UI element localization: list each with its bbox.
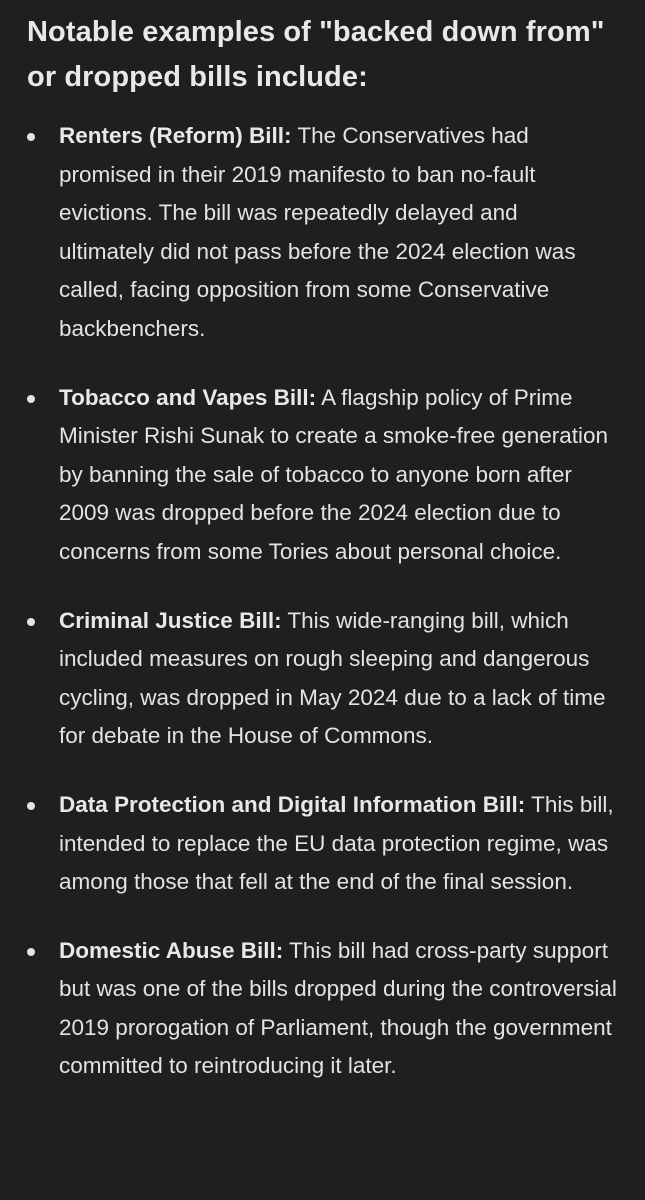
bill-description: This wide-ranging bill, which included measures on rough sleeping and dangerous cycling, was dropped in May 2024 due to a lack of time for debate in the House of Commons. (59, 607, 606, 749)
list-item (27, 786, 617, 902)
list-item (27, 932, 617, 1086)
bullet-icon (27, 395, 35, 403)
bill-description: This bill had cross-party support but was one of the bills dropped during the controversial 2019 prorogation of Parliament, though the government committed to reintroducing it later. (59, 937, 617, 1079)
list-item (27, 602, 617, 756)
bill-name: Domestic Abuse Bill: (59, 937, 284, 963)
bill-description: This bill, intended to replace the EU data protection regime, was among those that fell at the end of the final session. (59, 791, 614, 895)
bullet-icon (27, 802, 35, 810)
bill-name: Criminal Justice Bill: (59, 607, 282, 633)
list-item (27, 379, 617, 572)
list-item (27, 117, 617, 349)
bullet-icon (27, 948, 35, 956)
bill-name: Tobacco and Vapes Bill: (59, 384, 317, 410)
section-heading: Notable examples of "backed down from" or dropped bills include: (27, 16, 605, 93)
bill-description: The Conservatives had promised in their 2019 manifesto to ban no-fault evictions. The bill was repeatedly delayed and ultimately did not pass before the 2024 election was called, facing opposition from some Conservative backbenchers. (59, 123, 576, 341)
bullet-icon (27, 133, 35, 141)
bill-name: Renters (Reform) Bill: (59, 123, 292, 148)
bullet-icon (27, 618, 35, 626)
bill-description: A flagship policy of Prime Minister Rishi Sunak to create a smoke-free generation by banning the sale of tobacco to anyone born after 2009 was dropped before the 2024 election due to concerns from some Tories about personal choice. (59, 384, 609, 564)
bill-list (27, 117, 617, 1086)
bill-name: Data Protection and Digital Information Bill: (59, 791, 526, 817)
